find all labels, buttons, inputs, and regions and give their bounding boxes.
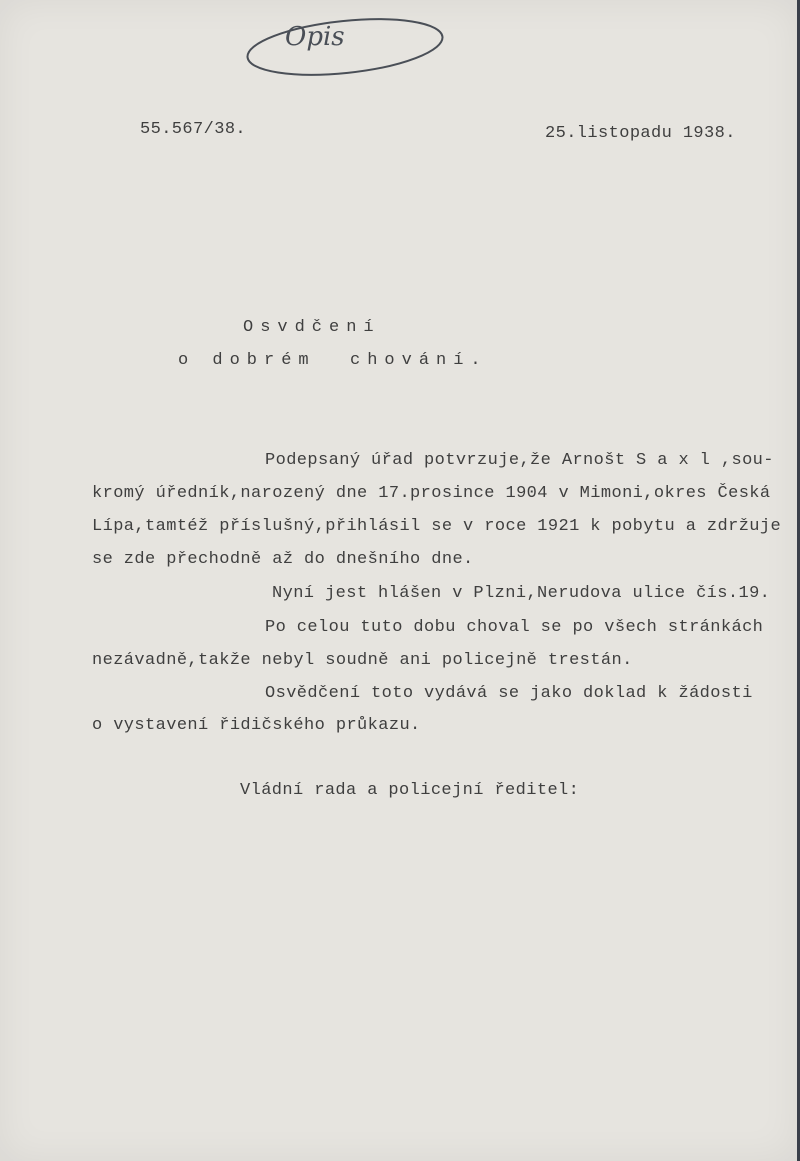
paragraph-3-line-1: Po celou tuto dobu choval se po všech stránkách: [265, 618, 764, 637]
paragraph-1-line-1: Podepsaný úřad potvrzuje,že Arnošt S a x l ,sou-: [265, 451, 774, 470]
title-line-2: o dobrém chování.: [178, 351, 488, 370]
stamp-handwriting: Opis: [285, 22, 345, 52]
title-line-1: Osvdčení: [243, 318, 381, 337]
paragraph-4-line-2: o vystavení řidičského průkazu.: [92, 716, 421, 735]
paragraph-1-line-3: Lípa,tamtéž příslušný,přihlásil se v roce 1921 k pobytu a zdržuje: [92, 517, 782, 536]
paragraph-1-line-4: se zde přechodně až do dnešního dne.: [92, 550, 474, 569]
paragraph-3-line-2: nezávadně,takže nebyl soudně ani policejně trestán.: [92, 651, 633, 670]
reference-number: 55.567/38.: [140, 120, 247, 139]
signature-title: Vládní rada a policejní ředitel:: [240, 781, 580, 800]
paragraph-1-line-2: kromý úředník,narozený dne 17.prosince 1904 v Mimoni,okres Česká: [92, 484, 771, 503]
handwritten-stamp-oval: [243, 14, 448, 78]
paragraph-2-line-1: Nyní jest hlášen v Plzni,Nerudova ulice čís.19.: [272, 584, 771, 603]
document-date: 25.listopadu 1938.: [545, 124, 736, 143]
paragraph-4-line-1: Osvědčení toto vydává se jako doklad k žádosti: [265, 684, 753, 703]
